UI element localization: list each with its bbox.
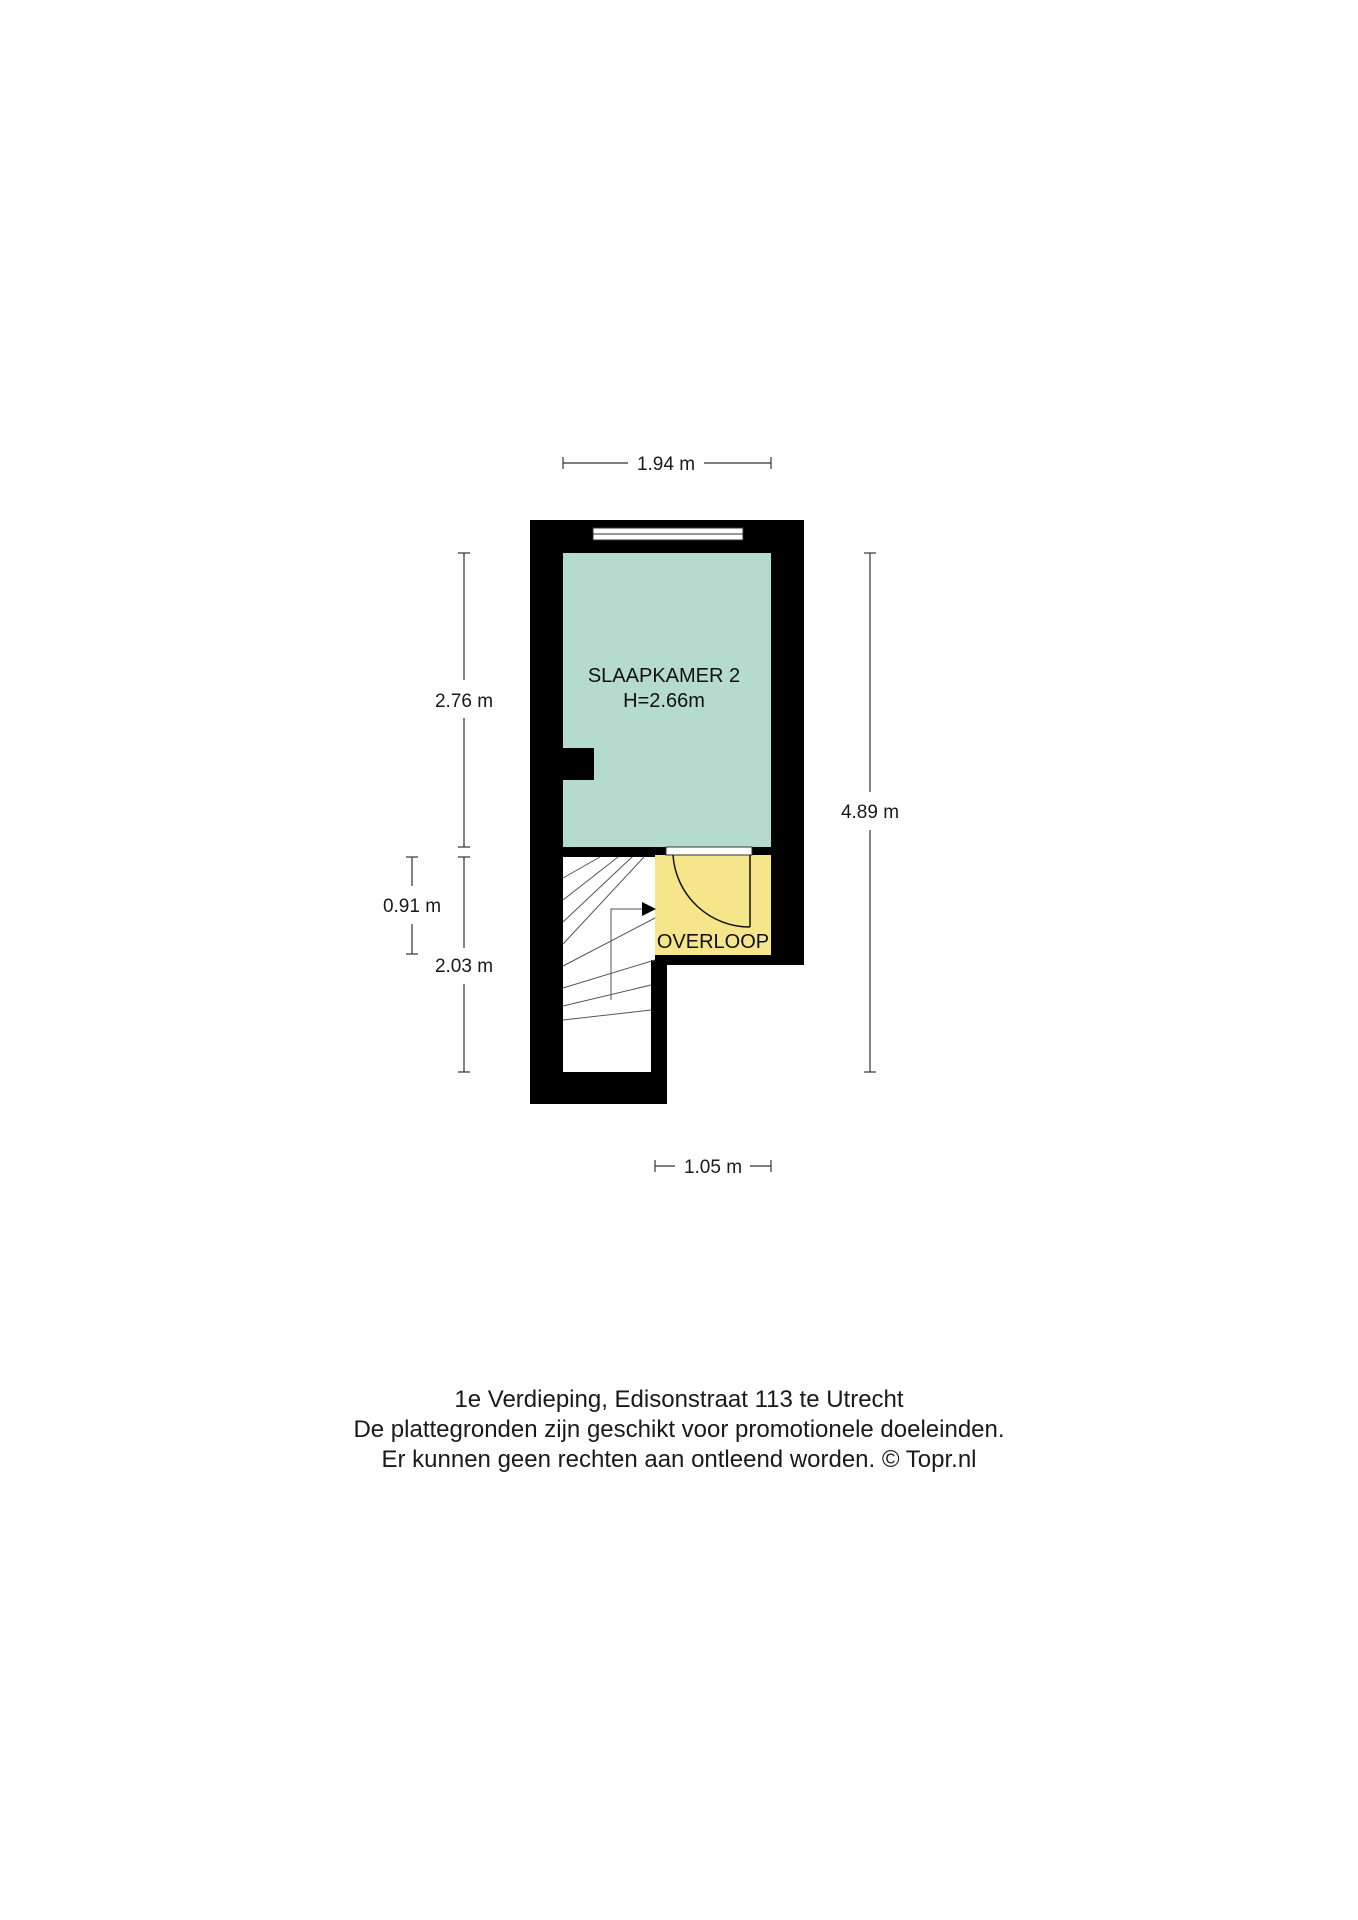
- bedroom-height: H=2.66m: [623, 690, 705, 712]
- caption-disclaimer-2: Er kunnen geen rechten aan ontleend worden. © Topr.nl: [381, 1446, 977, 1473]
- caption-disclaimer-1: De plattegronden zijn geschikt voor promotionele doeleinden.: [353, 1416, 1005, 1443]
- plan-caption: [0, 1385, 1358, 1475]
- stairwell: [563, 857, 656, 1072]
- dim-left-upper: 2.76 m: [434, 691, 494, 712]
- dim-left-middle: 0.91 m: [382, 896, 442, 917]
- caption-title: 1e Verdieping, Edisonstraat 113 te Utrecht: [454, 1386, 904, 1413]
- landing-name: OVERLOOP: [656, 931, 770, 953]
- top-window: [593, 528, 743, 540]
- bedroom-door-frame: [666, 847, 752, 855]
- dim-left-lower: 2.03 m: [434, 956, 494, 977]
- bedroom-name: SLAAPKAMER 2: [587, 665, 741, 687]
- dim-right-total: 4.89 m: [840, 802, 900, 823]
- dim-bottom-width: 1.05 m: [683, 1157, 743, 1178]
- dim-top-width: 1.94 m: [636, 454, 696, 475]
